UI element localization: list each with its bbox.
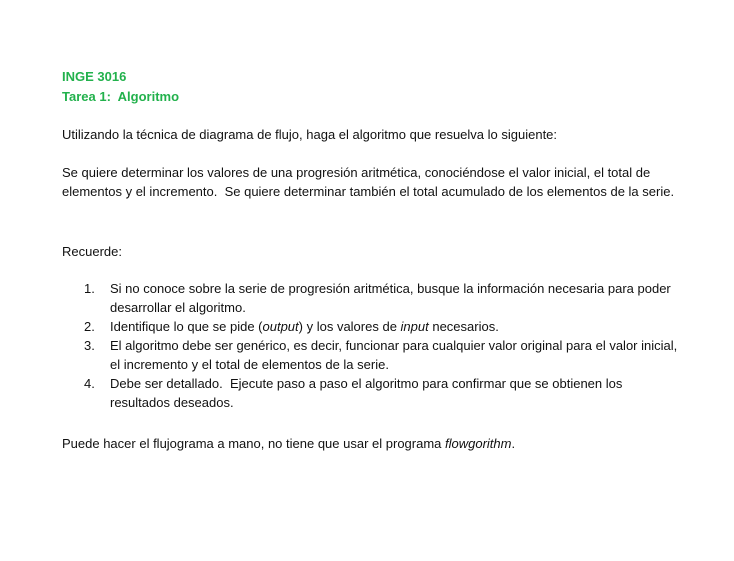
output-emphasis: output	[262, 319, 299, 334]
recuerde-label: Recuerde:	[62, 244, 122, 259]
assignment-title: Tarea 1: Algoritmo	[62, 89, 180, 104]
list-item	[62, 336, 682, 374]
list-item-text-part: ) y los valores de	[298, 319, 401, 334]
closing-period: .	[511, 436, 516, 451]
closing-paragraph	[62, 434, 692, 453]
program-name: flowgorithm	[445, 436, 512, 451]
list-item-text-part: Identifique lo que se pide (	[110, 319, 263, 334]
intro-paragraph: Utilizando la técnica de diagrama de flujo, haga el algoritmo que resuelva lo siguiente:	[62, 127, 558, 142]
list-number: 3.	[84, 338, 95, 353]
course-code: INGE 3016	[62, 69, 127, 84]
document-header	[62, 67, 179, 107]
list-item-text: Debe ser detallado. Ejecute paso a paso el algoritmo para confirmar que se obtienen los resultados deseados.	[110, 376, 626, 410]
list-number: 1.	[84, 281, 95, 296]
list-number: 4.	[84, 376, 95, 391]
list-number: 2.	[84, 319, 95, 334]
list-item-text-part: necesarios.	[428, 319, 499, 334]
list-item	[62, 279, 682, 317]
list-item	[62, 374, 682, 412]
list-item-text: El algoritmo debe ser genérico, es decir, funcionar para cualquier valor original para el valor inicial, el incremento y el total de elementos de la serie.	[110, 338, 678, 372]
steps-list	[62, 279, 682, 412]
list-item	[62, 317, 682, 336]
problem-paragraph: Se quiere determinar los valores de una progresión aritmética, conociéndose el valor inicial, el total de elementos y el incremento. Se quiere determinar también el total acumulado de los elementos de la serie.	[62, 165, 675, 199]
closing-text: Puede hacer el flujograma a mano, no tiene que usar el programa	[62, 436, 446, 451]
list-item-text: Si no conoce sobre la serie de progresión aritmética, busque la información necesaria para poder desarrollar el algoritmo.	[110, 281, 671, 315]
input-emphasis: input	[400, 319, 429, 334]
